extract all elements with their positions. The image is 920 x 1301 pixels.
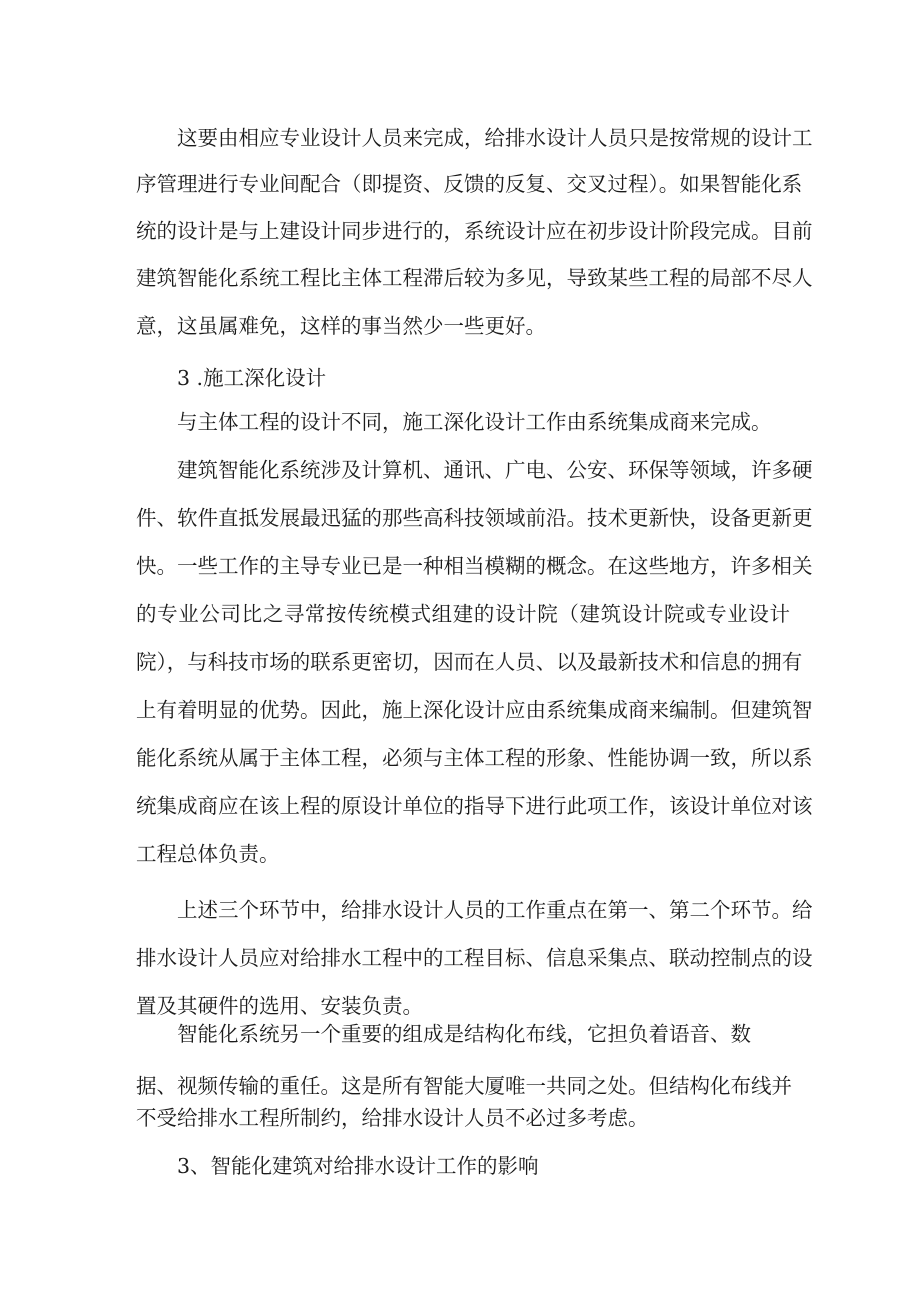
section-heading-impact: 3、智能化建筑对给排水设计工作的影响 [177, 1154, 539, 1178]
paragraph-4-line-2: 排水设计人员应对给排水工程中的工程目标、信息采集点、联动控制点的设 [136, 946, 813, 970]
paragraph-2: 与主体工程的设计不同，施工深化设计工作由系统集成商来完成。 [177, 410, 772, 434]
paragraph-4-line-1: 上述三个环节中，给排水设计人员的工作重点在第一、第二个环节。给 [177, 898, 813, 922]
paragraph-3-line-8: 统集成商应在该上程的原设计单位的指导下进行此项工作，该设计单位对该 [136, 794, 813, 818]
paragraph-1-line-3: 统的设计是与上建设计同步进行的，系统设计应在初步设计阶段完成。目前 [136, 219, 813, 243]
paragraph-5-line-3: 不受给排水工程所制约，给排水设计人员不必过多考虑。 [136, 1106, 649, 1130]
paragraph-5-line-2: 据、视频传输的重任。这是所有智能大厦唯一共同之处。但结构化布线并 [136, 1074, 792, 1098]
paragraph-3-line-6: 上有着明显的优势。因此，施上深化设计应由系统集成商来编制。但建筑智 [136, 698, 813, 722]
paragraph-3-line-2: 件、软件直抵发展最迅猛的那些高科技领域前沿。技术更新快，设备更新更 [136, 506, 813, 530]
section-heading-construction-design: 3 .施工深化设计 [177, 366, 327, 390]
paragraph-3-line-9: 工程总体负责。 [136, 842, 280, 866]
paragraph-4-line-3: 置及其硬件的选用、安装负责。 [136, 994, 423, 1018]
paragraph-3-line-4: 的专业公司比之寻常按传统模式组建的设计院（建筑设计院或专业设计 [136, 602, 790, 626]
paragraph-3-line-3: 快。一些工作的主导专业已是一种相当模糊的概念。在这些地方，许多相关 [136, 554, 813, 578]
paragraph-3-line-5: 院），与科技市场的联系更密切，因而在人员、以及最新技术和信息的拥有 [136, 650, 803, 674]
paragraph-1-line-2: 序管理进行专业间配合（即提资、反馈的反复、交叉过程）。如果智能化系 [136, 172, 803, 196]
paragraph-1-line-4: 建筑智能化系统工程比主体工程滞后较为多见，导致某些工程的局部不尽人 [136, 266, 813, 290]
paragraph-1-line-5: 意，这虽属难免，这样的事当然少一些更好。 [136, 314, 546, 338]
paragraph-3-line-7: 能化系统从属于主体工程，必须与主体工程的形象、性能协调一致，所以系 [136, 746, 813, 770]
paragraph-1-line-1: 这要由相应专业设计人员来完成，给排水设计人员只是按常规的设计工 [177, 126, 813, 150]
paragraph-3-line-1: 建筑智能化系统涉及计算机、通讯、广电、公安、环保等领域，许多硬 [177, 458, 813, 482]
paragraph-5-line-1: 智能化系统另一个重要的组成是结构化布线，它担负着语音、数 [177, 1022, 751, 1046]
